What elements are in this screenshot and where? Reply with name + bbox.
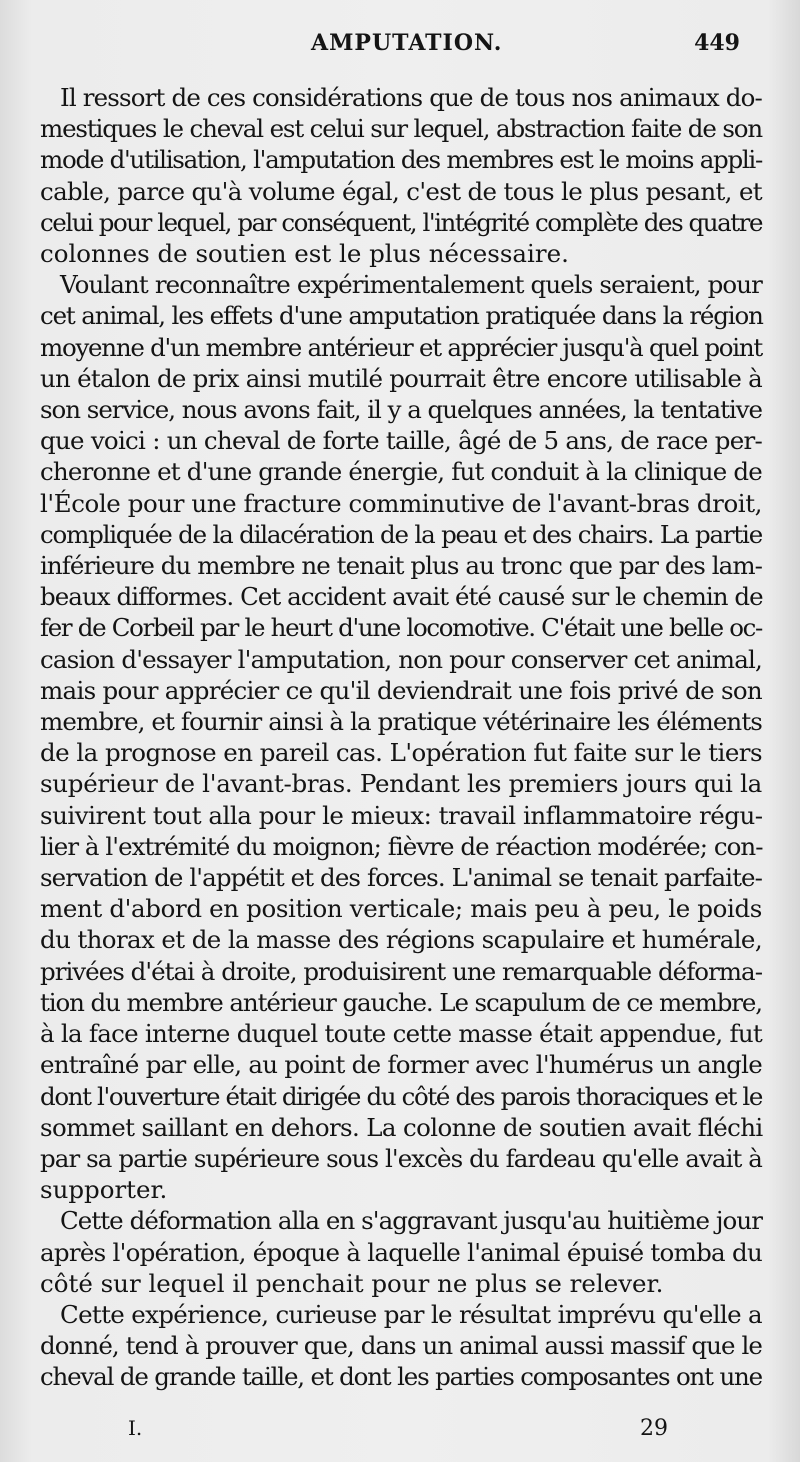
text-line: l'École pour une fracture comminutive de l'avant-bras droit, xyxy=(40,488,762,518)
running-title: AMPUTATION. xyxy=(311,30,503,56)
text-line: compliquée de la dilacération de la peau et des chairs. La partie xyxy=(40,519,762,549)
text-line: mode d'utilisation, l'amputation des membres est le moins appli- xyxy=(40,145,762,175)
sheet-number: 29 xyxy=(640,1416,668,1441)
text-line: colonnes de soutien est le plus nécessaire. xyxy=(40,239,569,269)
text-line: lier à l'extrémité du moignon; fièvre de réaction modérée; con- xyxy=(40,831,763,861)
text-line: par sa partie supérieure sous l'excès du fardeau qu'elle avait à xyxy=(40,1143,762,1173)
text-line: celui pour lequel, par conséquent, l'intégrité complète des quatre xyxy=(40,207,762,237)
text-line: côté sur lequel il penchait pour ne plus se relever. xyxy=(40,1268,664,1298)
paragraph xyxy=(40,82,762,269)
text-line: privées d'étai à droite, produisirent une remarquable déforma- xyxy=(40,956,762,986)
text-line: fer de Corbeil par le heurt d'une locomotive. C'était une belle oc- xyxy=(40,613,762,643)
text-line: Voulant reconnaître expérimentalement quels seraient, pour xyxy=(60,270,762,300)
text-line: à la face interne duquel toute cette masse était appendue, fut xyxy=(40,1019,762,1049)
page-number: 449 xyxy=(694,30,740,56)
text-line: membre, et fournir ainsi à la pratique vétérinaire les éléments xyxy=(40,707,762,737)
page-header xyxy=(66,30,750,66)
text-line: casion d'essayer l'amputation, non pour conserver cet animal, xyxy=(40,644,762,674)
text-line: servation de l'appétit et des forces. L'animal se tenait parfaite- xyxy=(40,863,762,893)
text-line: cable, parce qu'à volume égal, c'est de tous le plus pesant, et xyxy=(40,176,762,206)
text-line: mais pour apprécier ce qu'il deviendrait une fois privé de son xyxy=(40,675,762,705)
page-footer xyxy=(0,1416,800,1446)
text-line: donné, tend à prouver que, dans un animal aussi massif que le xyxy=(40,1331,762,1361)
text-line: supporter. xyxy=(40,1175,168,1205)
signature-mark: I. xyxy=(128,1416,143,1440)
text-line: sommet saillant en dehors. La colonne de soutien avait fléchi xyxy=(40,1112,763,1142)
text-line: cheronne et d'une grande énergie, fut conduit à la clinique de xyxy=(40,457,762,487)
text-line: Il ressort de ces considérations que de tous nos animaux do- xyxy=(60,83,762,112)
text-line: suivirent tout alla pour le mieux: travail inflammatoire régu- xyxy=(40,800,763,830)
text-line: inférieure du membre ne tenait plus au tronc que par des lam- xyxy=(40,551,762,581)
text-line: supérieur de l'avant-bras. Pendant les premiers jours qui la xyxy=(40,769,763,799)
paragraph xyxy=(40,269,762,1205)
text-line: entraîné par elle, au point de former avec l'humérus un angle xyxy=(40,1050,762,1080)
paragraph xyxy=(40,1299,762,1393)
text-line: que voici : un cheval de forte taille, âgé de 5 ans, de race per- xyxy=(40,426,762,456)
text-line: tion du membre antérieur gauche. Le scapulum de ce membre, xyxy=(40,987,762,1017)
text-line: moyenne d'un membre antérieur et apprécier jusqu'à quel point xyxy=(40,332,762,362)
text-line: beaux difformes. Cet accident avait été causé sur le chemin de xyxy=(40,582,763,612)
text-line: ment d'abord en position verticale; mais peu à peu, le poids xyxy=(40,894,762,924)
text-line: dont l'ouverture était dirigée du côté des parois thoraciques et le xyxy=(40,1081,762,1111)
paragraph xyxy=(40,1205,762,1299)
text-line: cet animal, les effets d'une amputation pratiquée dans la région xyxy=(40,301,763,331)
text-line: du thorax et de la masse des régions scapulaire et humérale, xyxy=(40,925,762,955)
text-line: son service, nous avons fait, il y a quelques années, la tentative xyxy=(40,395,762,425)
body-text xyxy=(40,82,762,1393)
text-line: de la prognose en pareil cas. L'opération fut faite sur le tiers xyxy=(40,738,762,768)
text-line: cheval de grande taille, et dont les parties composantes ont une xyxy=(40,1362,762,1392)
text-line: Cette expérience, curieuse par le résultat imprévu qu'elle a xyxy=(60,1299,762,1329)
text-line: Cette déformation alla en s'aggravant jusqu'au huitième jour xyxy=(60,1206,762,1236)
text-line: après l'opération, époque à laquelle l'animal épuisé tomba du xyxy=(40,1237,763,1267)
text-line: mestiques le cheval est celui sur lequel, abstraction faite de son xyxy=(40,114,762,144)
text-line: un étalon de prix ainsi mutilé pourrait être encore utilisable à xyxy=(40,363,762,393)
